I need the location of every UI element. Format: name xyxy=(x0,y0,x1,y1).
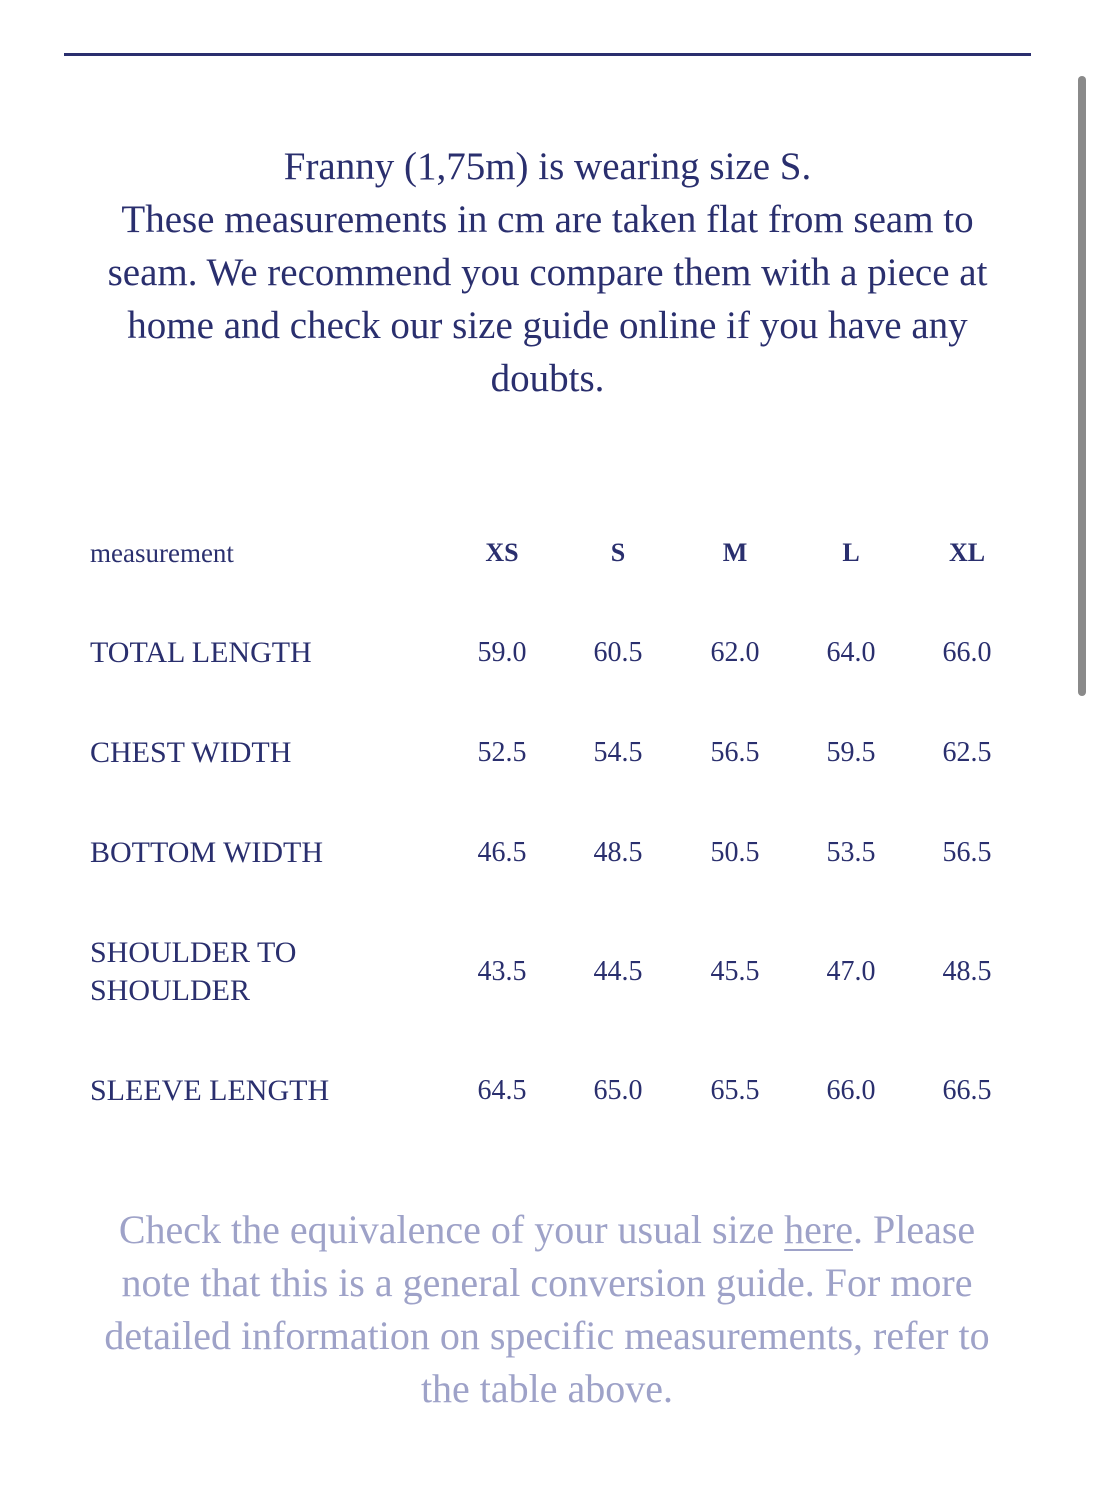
table-cell: 44.5 xyxy=(593,956,643,987)
table-cell: 66.0 xyxy=(942,637,992,668)
top-divider xyxy=(64,53,1031,56)
size-header-xs: XS xyxy=(485,538,519,567)
table-cell: 52.5 xyxy=(477,737,527,768)
size-header-m: M xyxy=(722,538,748,567)
table-cell: 62.0 xyxy=(710,637,760,668)
table-cell: 43.5 xyxy=(477,956,527,987)
row-label-sleeve-length: SLEEVE LENGTH xyxy=(90,1074,330,1107)
model-info-text xyxy=(100,140,995,405)
note-text-end: . Please note that this is a general conversion guide. For more detailed information on specific measurements, refer to the table above. xyxy=(104,1207,990,1411)
vertical-scrollbar[interactable] xyxy=(1078,76,1086,696)
table-cell: 50.5 xyxy=(710,837,760,868)
size-header-l: L xyxy=(842,538,860,567)
table-cell: 54.5 xyxy=(593,737,643,768)
size-header-xl: XL xyxy=(948,538,986,567)
table-cell: 64.0 xyxy=(826,637,876,668)
table-cell: 56.5 xyxy=(942,837,992,868)
table-cell: 46.5 xyxy=(477,837,527,868)
row-label-bottom-width: BOTTOM WIDTH xyxy=(90,836,324,869)
table-cell: 59.5 xyxy=(826,737,876,768)
table-cell: 66.5 xyxy=(942,1075,992,1106)
table-cell: 59.0 xyxy=(477,637,527,668)
table-cell: 48.5 xyxy=(942,956,992,987)
table-cell: 53.5 xyxy=(826,837,876,868)
row-label-total-length: TOTAL LENGTH xyxy=(90,636,312,669)
model-size-line: Franny (1,75m) is wearing size S. xyxy=(283,145,812,188)
size-conversion-note xyxy=(96,1203,998,1415)
table-cell: 64.5 xyxy=(477,1075,527,1106)
measurement-note: These measurements in cm are taken flat from seam to seam. We recommend you compare them with a piece at home and check our size guide online if you have any doubts. xyxy=(107,198,988,400)
table-cell: 45.5 xyxy=(710,956,760,987)
table-cell: 66.0 xyxy=(826,1075,876,1106)
table-cell: 60.5 xyxy=(593,637,643,668)
table-cell: 47.0 xyxy=(826,956,876,987)
table-cell: 56.5 xyxy=(710,737,760,768)
row-label-chest-width: CHEST WIDTH xyxy=(90,736,292,769)
size-header-s: S xyxy=(610,538,626,567)
table-cell: 65.0 xyxy=(593,1075,643,1106)
note-text-start: Check the equivalence of your usual size xyxy=(118,1207,785,1252)
size-equivalence-link[interactable]: here xyxy=(784,1207,853,1252)
table-cell: 48.5 xyxy=(593,837,643,868)
row-label-shoulder-to-shoulder: SHOULDER TO SHOULDER xyxy=(90,936,297,1007)
table-cell: 65.5 xyxy=(710,1075,760,1106)
table-cell: 62.5 xyxy=(942,737,992,768)
header-measurement-label: measurement xyxy=(90,538,234,568)
